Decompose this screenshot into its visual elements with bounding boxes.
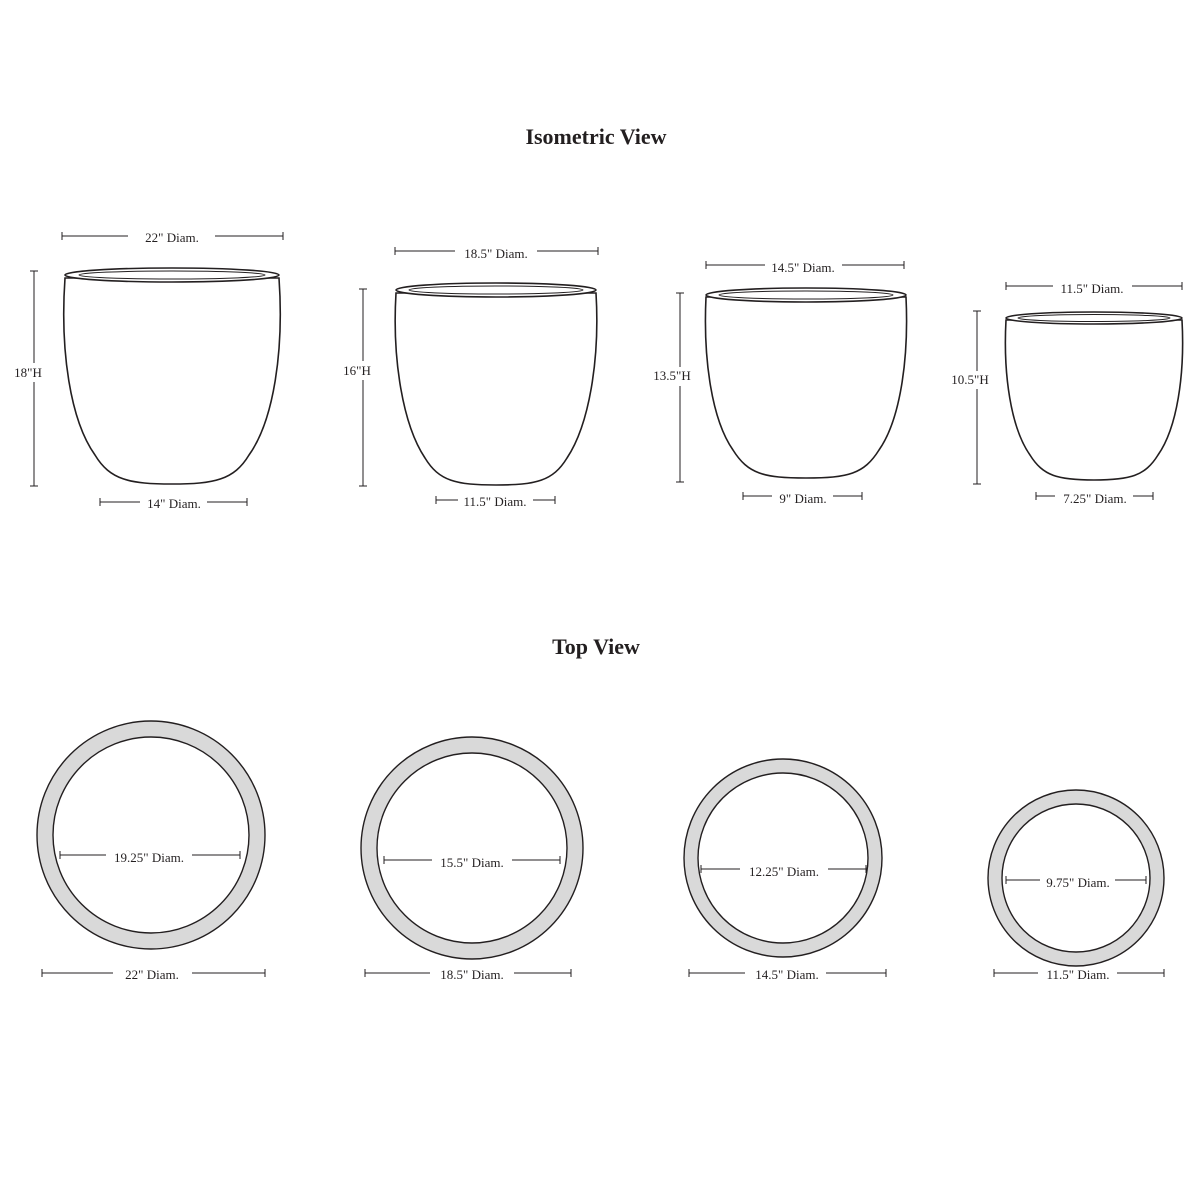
pot-4-height-label: 10.5"H — [951, 372, 989, 387]
ring-2-top-view — [361, 737, 583, 982]
ring-2-inner — [377, 753, 567, 943]
pot-4-rim — [1006, 312, 1182, 324]
pot-1-body — [64, 278, 281, 484]
pot-2-height-label: 16"H — [343, 363, 371, 378]
isometric-view-title: Isometric View — [525, 124, 667, 149]
ring-4-inner-diameter-label: 9.75" Diam. — [1046, 875, 1110, 890]
ring-1-inner — [53, 737, 249, 933]
ring-2-inner-diameter-label: 15.5" Diam. — [440, 855, 504, 870]
ring-1-top-view — [37, 721, 265, 982]
pot-1-rim — [65, 268, 279, 282]
pot-4-body — [1005, 320, 1182, 480]
pot-2-isometric — [343, 246, 598, 509]
pot-1-height-label: 18"H — [14, 365, 42, 380]
ring-1-inner-diameter-label: 19.25" Diam. — [114, 850, 184, 865]
ring-1-outer-diameter-label: 22" Diam. — [125, 967, 179, 982]
pot-2-base-diameter-label: 11.5" Diam. — [463, 494, 527, 509]
pot-4-isometric — [951, 281, 1182, 506]
ring-4-top-view — [988, 790, 1164, 982]
ring-2-outer-diameter-label: 18.5" Diam. — [440, 967, 504, 982]
pot-4-top-diameter-label: 11.5" Diam. — [1060, 281, 1124, 296]
ring-4-outer-diameter-label: 11.5" Diam. — [1046, 967, 1110, 982]
pot-1-isometric — [14, 230, 283, 511]
pot-3-base-diameter-label: 9" Diam. — [779, 491, 827, 506]
pot-2-rim — [396, 283, 596, 297]
top-view-title: Top View — [552, 634, 640, 659]
ring-3-outer-diameter-label: 14.5" Diam. — [755, 967, 819, 982]
pot-3-body — [705, 297, 906, 478]
pot-2-body — [395, 293, 597, 485]
pot-3-rim — [706, 288, 906, 302]
pot-3-top-diameter-label: 14.5" Diam. — [771, 260, 835, 275]
pot-3-height-label: 13.5"H — [653, 368, 691, 383]
pot-2-top-diameter-label: 18.5" Diam. — [464, 246, 528, 261]
ring-3-inner-diameter-label: 12.25" Diam. — [749, 864, 819, 879]
pot-3-isometric — [653, 260, 906, 506]
ring-3-inner — [698, 773, 868, 943]
ring-3-top-view — [684, 759, 886, 982]
pot-4-base-diameter-label: 7.25" Diam. — [1063, 491, 1127, 506]
pot-1-top-diameter-label: 22" Diam. — [145, 230, 199, 245]
pot-1-base-diameter-label: 14" Diam. — [147, 496, 201, 511]
